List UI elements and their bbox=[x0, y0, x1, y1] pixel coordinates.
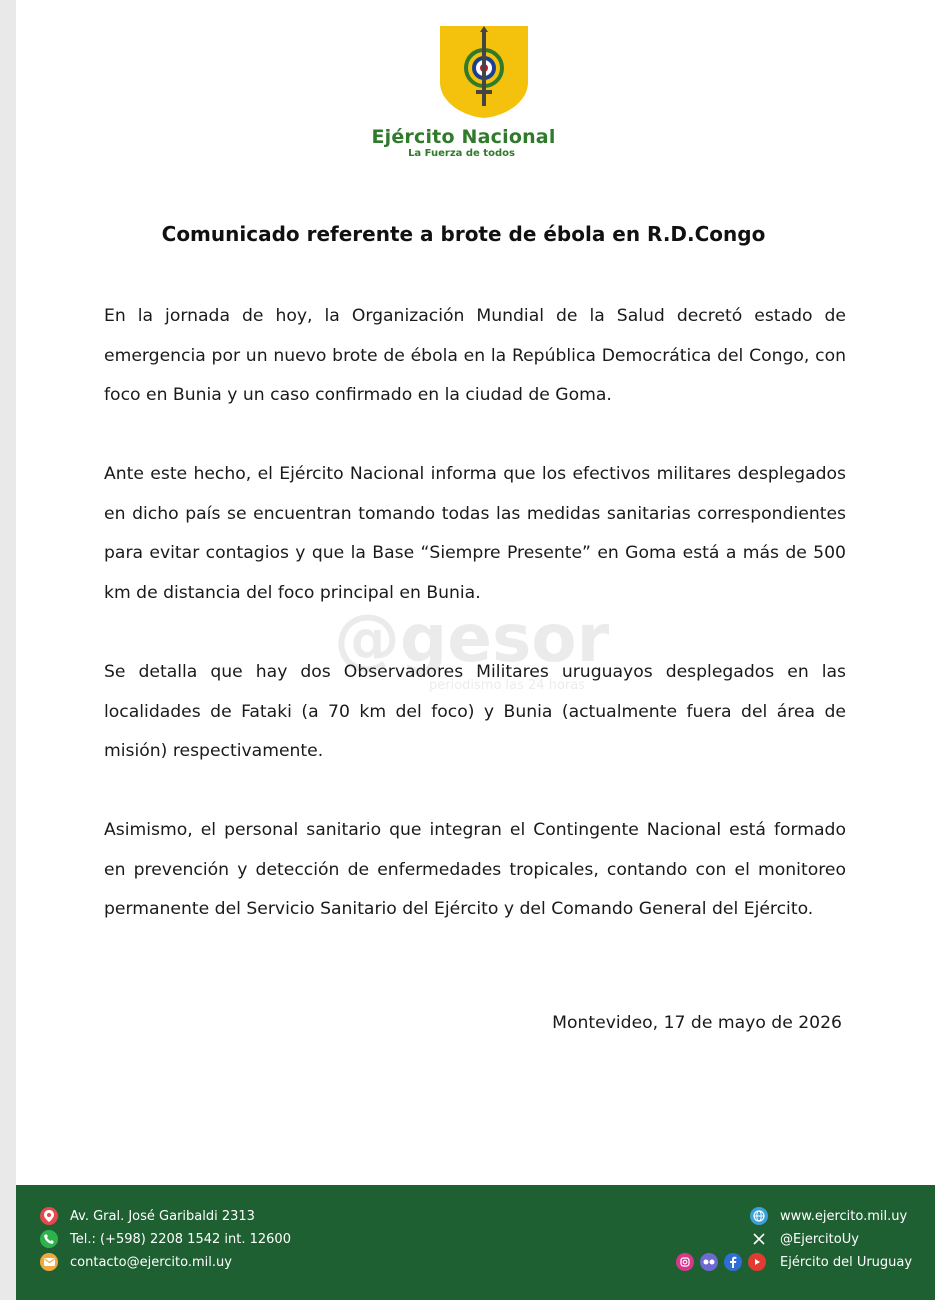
phone-icon bbox=[40, 1230, 58, 1248]
watermark-subtext: periodismo las 24 horas bbox=[429, 678, 585, 693]
footer-website-link[interactable]: www.ejercito.mil.uy bbox=[780, 1208, 908, 1224]
org-name: Ejército Nacional bbox=[371, 126, 556, 148]
paragraph-1: En la jornada de hoy, la Organización Mundial de la Salud decretó estado de emergencia por un nuevo brote de ébola en la República Democrática del Congo, con foco en Bunia y un caso confirmado en la ciudad de Goma. bbox=[104, 306, 846, 405]
footer-phone bbox=[40, 1230, 291, 1248]
footer-x-handle[interactable]: @EjercitoUy bbox=[780, 1231, 859, 1247]
paragraph-4: Asimismo, el personal sanitario que integran el Contingente Nacional está formado en prevención y detección de enfermedades tropicales, contando con el monitoreo permanente del Servicio Sanitario del Ejército y del Comando General del Ejército. bbox=[104, 820, 846, 919]
footer-address bbox=[40, 1207, 255, 1225]
x-logo-icon bbox=[750, 1230, 768, 1248]
globe-icon bbox=[750, 1207, 768, 1225]
org-tagline: La Fuerza de todos bbox=[408, 148, 515, 159]
footer-x-account[interactable] bbox=[750, 1230, 859, 1248]
footer-email[interactable] bbox=[40, 1253, 232, 1271]
footer-address-text: Av. Gral. José Garibaldi 2313 bbox=[70, 1208, 255, 1224]
footer-email-link[interactable]: contacto@ejercito.mil.uy bbox=[70, 1254, 232, 1270]
paragraph-3: Se detalla que hay dos Observadores Militares uruguayos desplegados en las localidades de Fataki (a 70 km del foco) y Bunia (actualmente fuera del área de misión) respectivamente. bbox=[104, 662, 846, 761]
youtube-icon[interactable] bbox=[748, 1253, 766, 1271]
place-date-signoff: Montevideo, 17 de mayo de 2026 bbox=[552, 1013, 842, 1033]
army-shield-logo bbox=[436, 24, 532, 120]
document-page bbox=[16, 0, 935, 1300]
flickr-icon[interactable] bbox=[700, 1253, 718, 1271]
footer-social bbox=[676, 1253, 912, 1271]
facebook-icon[interactable] bbox=[724, 1253, 742, 1271]
paragraph-2: Ante este hecho, el Ejército Nacional informa que los efectivos militares desplegados en dicho país se encuentran tomando todas las medidas sanitarias correspondientes para evitar contagios y que la Base “Siempre Presente” en Goma está a más de 500 km de distancia del foco principal en Bunia. bbox=[104, 464, 846, 603]
mail-icon bbox=[40, 1253, 58, 1271]
document-title: Comunicado referente a brote de ébola en R.D.Congo bbox=[161, 222, 766, 246]
watermark-text: @gesor bbox=[334, 600, 610, 677]
footer-phone-text: Tel.: (+598) 2208 1542 int. 12600 bbox=[70, 1231, 291, 1247]
location-pin-icon bbox=[40, 1207, 58, 1225]
instagram-icon[interactable] bbox=[676, 1253, 694, 1271]
footer-social-name: Ejército del Uruguay bbox=[780, 1254, 913, 1270]
footer-website[interactable] bbox=[750, 1207, 907, 1225]
